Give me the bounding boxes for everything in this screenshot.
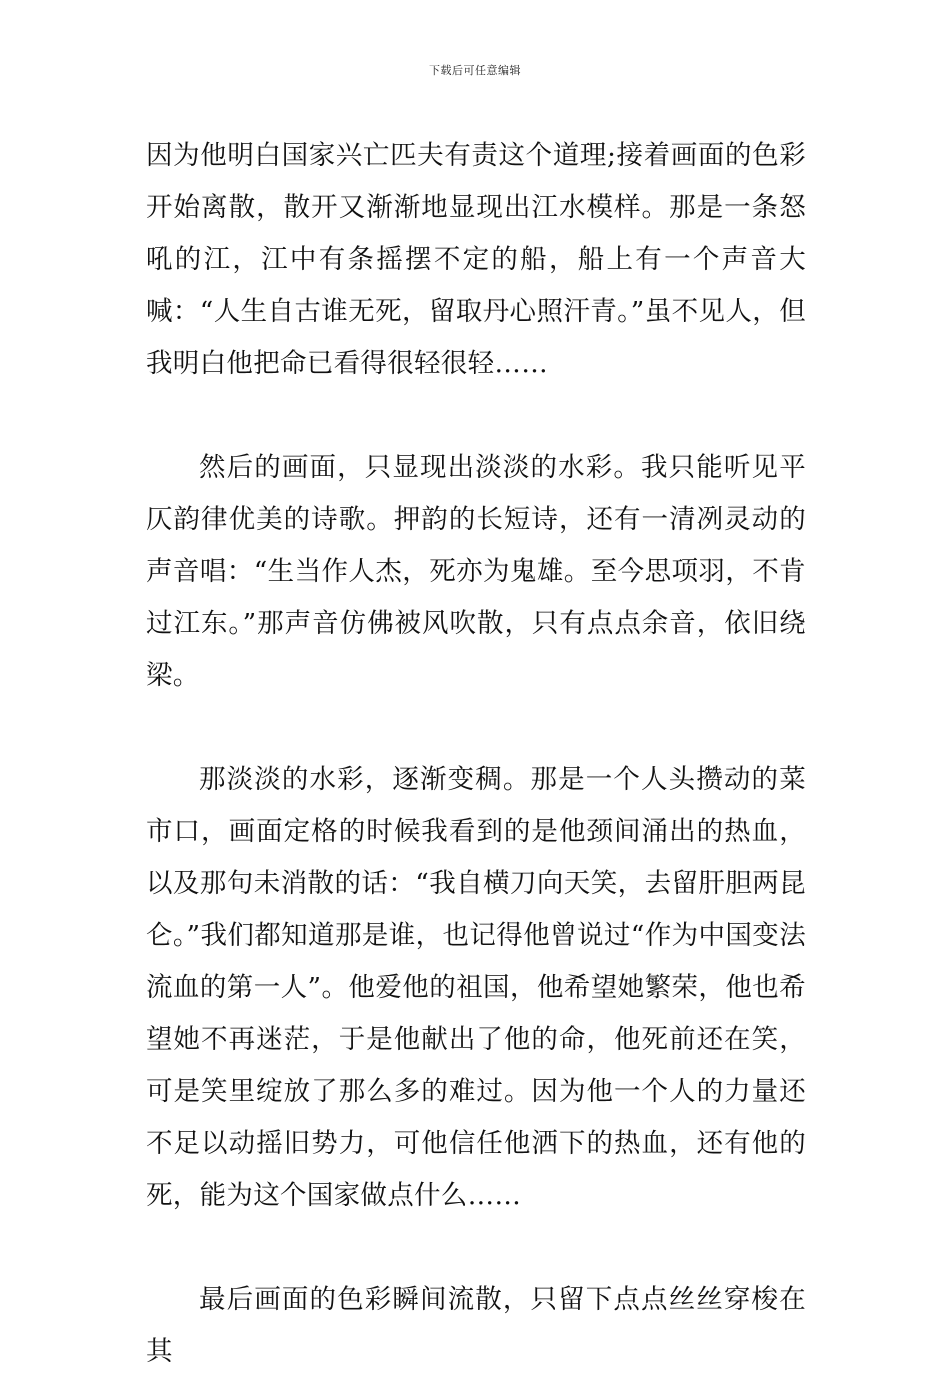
paragraph-continued: 因为他明白国家兴亡匹夫有责这个道理;接着画面的色彩开始离散，散开又渐渐地显现出江水模样。那是一条怒吼的江，江中有条摇摆不定的船，船上有一个声音大喊：“人生自古谁无死，留取丹心照汗青。”虽不见人，但我明白他把命已看得很轻很轻……	[146, 140, 806, 379]
document-body	[146, 130, 806, 1378]
paragraph-gap	[146, 702, 806, 754]
paragraph-gap	[146, 390, 806, 442]
paragraph: 那淡淡的水彩，逐渐变稠。那是一个人头攒动的菜市口，画面定格的时候我看到的是他颈间涌出的热血，以及那句未消散的话：“我自横刀向天笑，去留肝胆两昆仑。”我们都知道那是谁，也记得他曾说过“作为中国变法流血的第一人”。他爱他的祖国，他希望她繁荣，他也希望她不再迷茫，于是他献出了他的命，他死前还在笑，可是笑里绽放了那么多的难过。因为他一个人的力量还不足以动摇旧势力，可他信任他洒下的热血，还有他的死，能为这个国家做点什么……	[146, 764, 806, 1211]
page-header: 下载后可任意编辑	[429, 64, 521, 77]
paragraph-gap	[146, 1222, 806, 1274]
paragraph: 然后的画面，只显现出淡淡的水彩。我只能听见平仄韵律优美的诗歌。押韵的长短诗，还有一清冽灵动的声音唱：“生当作人杰，死亦为鬼雄。至今思项羽，不肯过江东。”那声音仿佛被风吹散，只有点点余音，依旧绕梁。	[146, 452, 806, 691]
paragraph: 最后画面的色彩瞬间流散，只留下点点丝丝穿梭在其	[146, 1284, 806, 1367]
